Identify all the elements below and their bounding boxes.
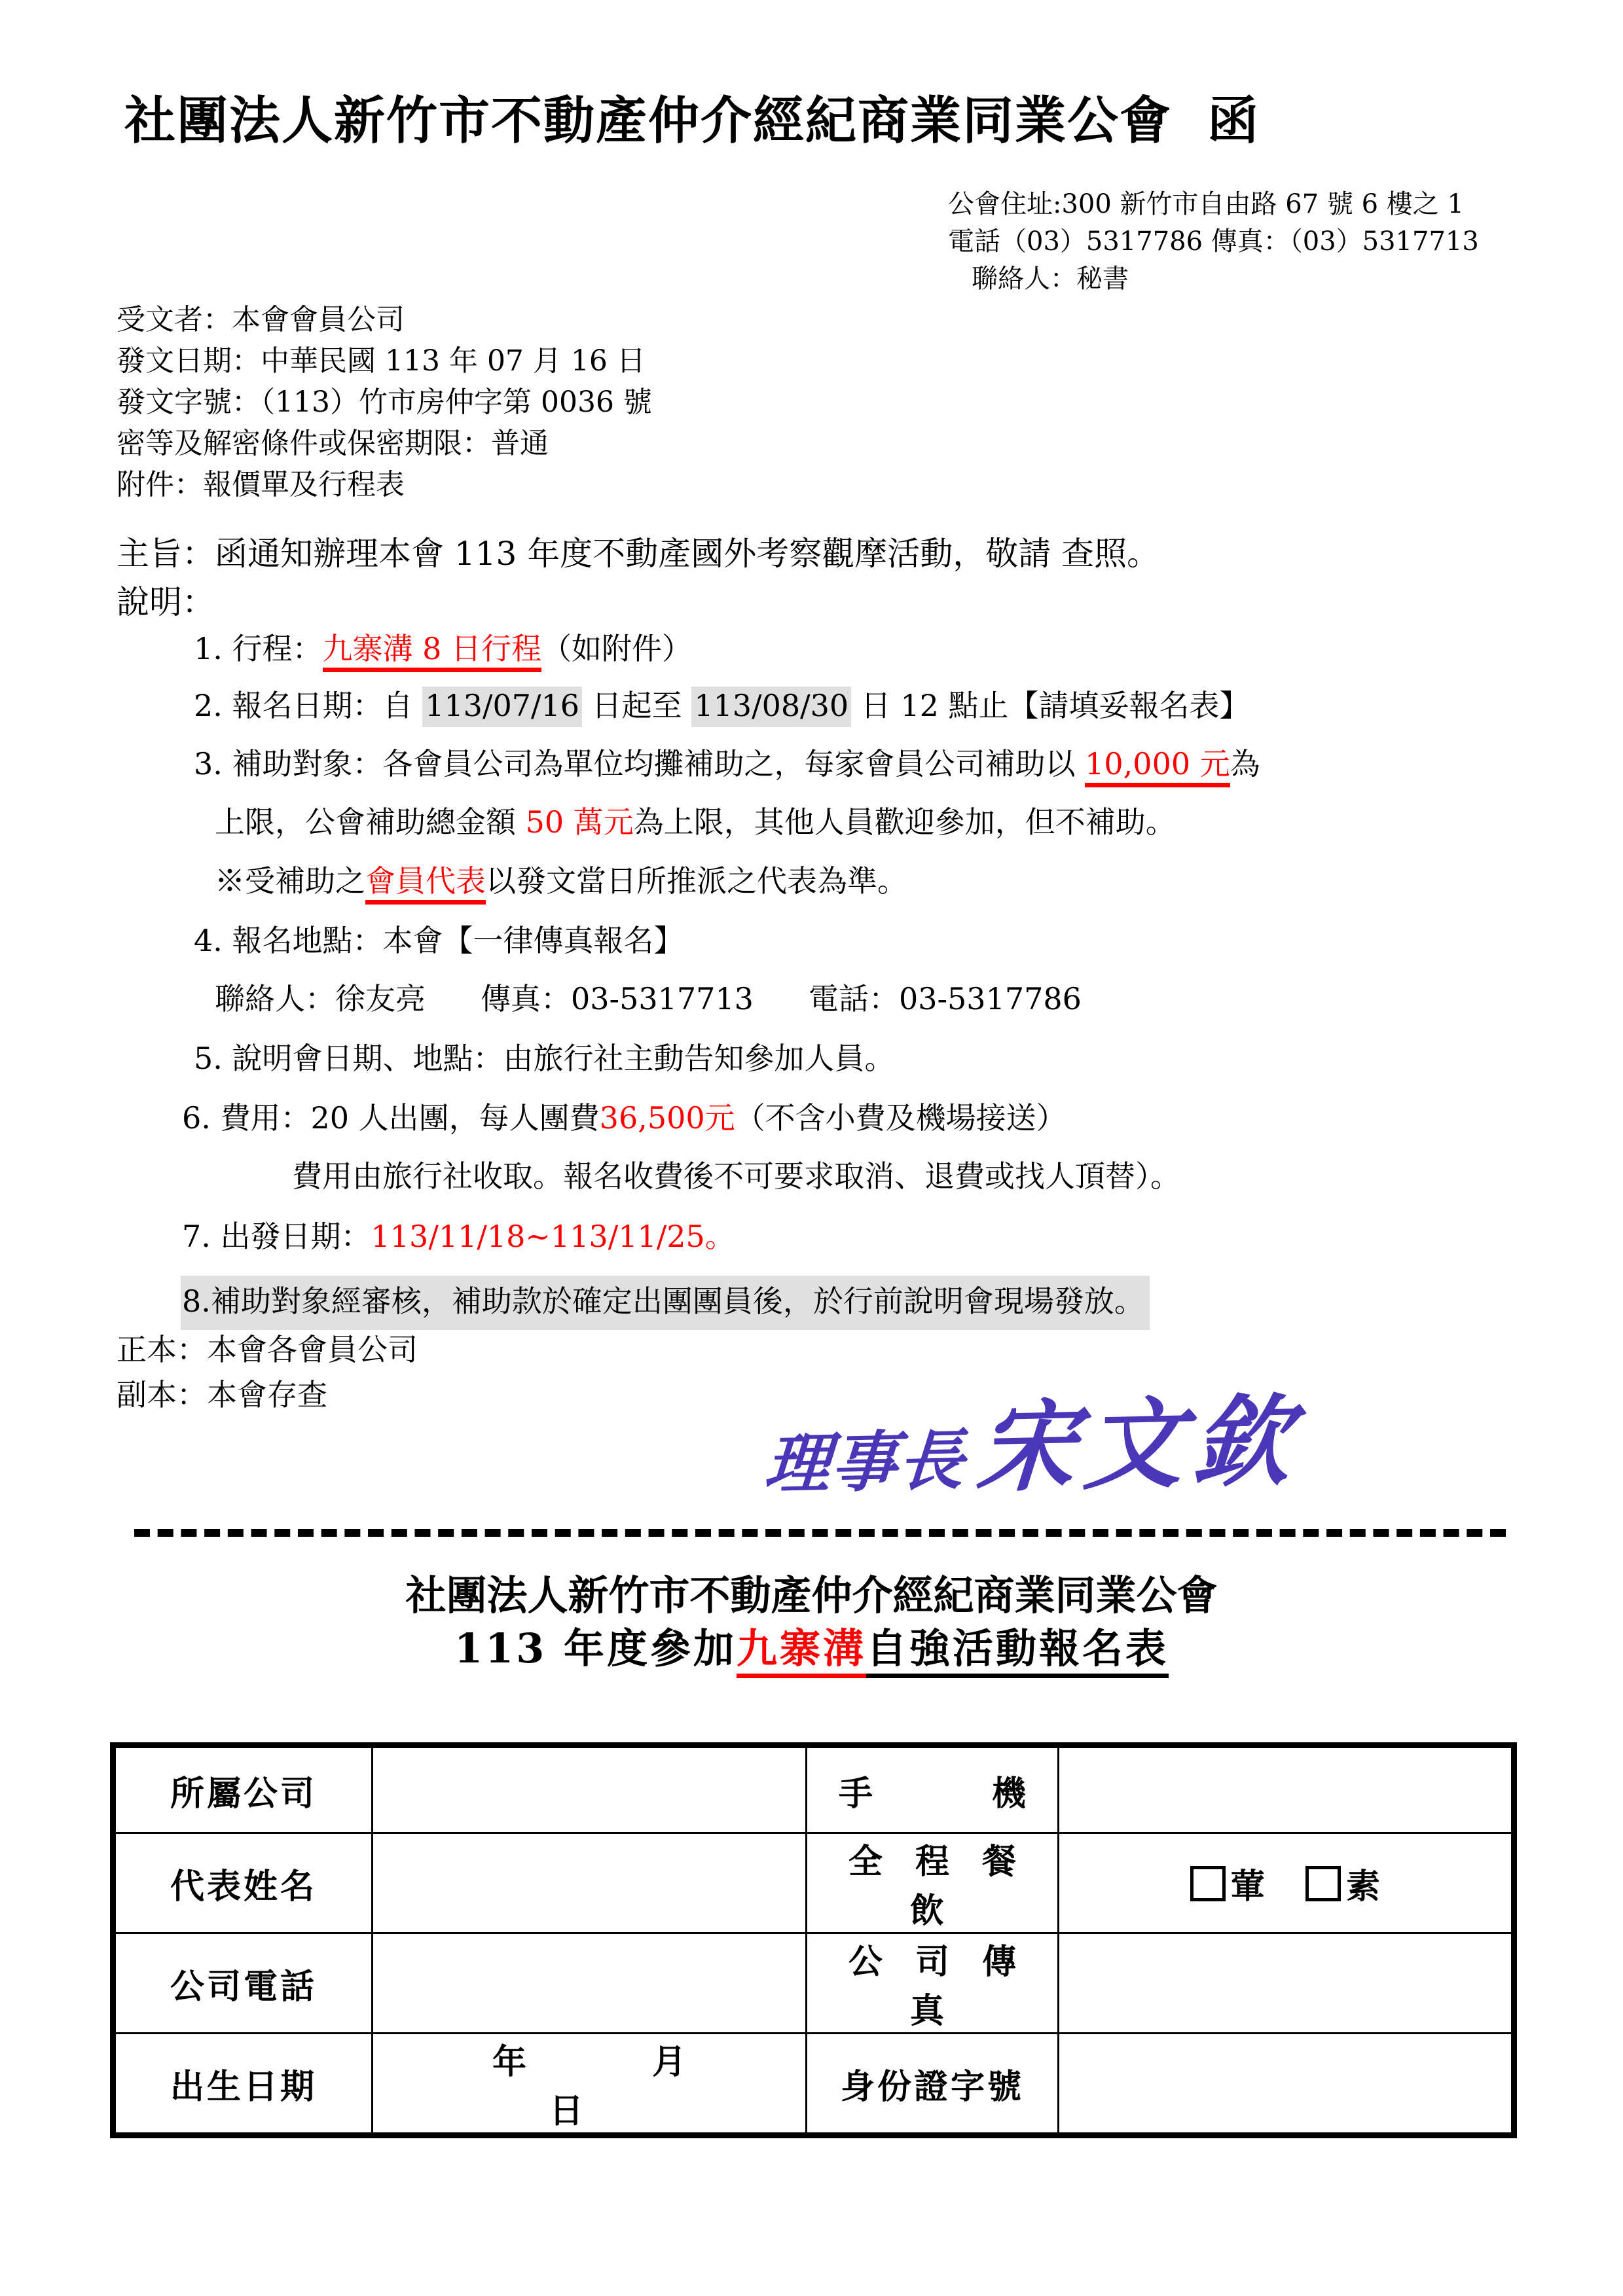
chairman-name: 宋文欽 xyxy=(974,1383,1304,1507)
input-id-number[interactable] xyxy=(1059,2034,1514,2136)
organization-address: 公會住址:300 新竹市自由路 67 號 6 樓之 1 xyxy=(948,189,1464,219)
item-6-line2-text: 費用由旅行社收取。報名收費後不可要求取消、退費或找人頂替）。 xyxy=(292,1158,1180,1194)
item-3-line-3 xyxy=(117,859,1557,903)
item-7 xyxy=(117,1215,1557,1259)
cut-here-divider xyxy=(134,1529,1506,1537)
organization-name: 社團法人新竹市不動產仲介經紀商業同業公會 xyxy=(124,91,1173,151)
item-5-text: 說明會日期、地點：由旅行社主動告知參加人員。 xyxy=(232,1041,895,1077)
form-heading-suffix: 自強活動報名表 xyxy=(866,1624,1169,1678)
item-1-number: 1. xyxy=(194,631,223,666)
meta-confidentiality: 密等及解密條件或保密期限：普通 xyxy=(117,426,549,460)
checkbox-icon[interactable] xyxy=(1190,1866,1226,1901)
item-6-line1-suffix: （不含小費及機場接送） xyxy=(735,1100,1067,1136)
subject-line: 主旨：函通知辦理本會 113 年度不動產國外考察觀摩活動，敬請 查照。 xyxy=(117,535,1160,573)
item-4 xyxy=(117,919,1557,963)
organization-contact-person: 聯絡人：秘書 xyxy=(972,263,1129,294)
item-3-line3-suffix: 以發文當日所推派之代表為準。 xyxy=(486,863,907,899)
item-4-fax: 傳真：03-5317713 xyxy=(481,980,754,1016)
document-kind: 函 xyxy=(1207,91,1260,151)
item-3-number: 3. xyxy=(194,746,223,782)
meta-recipient: 受文者：本會會員公司 xyxy=(117,303,405,336)
label-company: 所屬公司 xyxy=(113,1746,373,1833)
item-2-middle: 日起至 xyxy=(582,688,692,724)
item-7-number: 7. xyxy=(182,1218,211,1254)
meta-document-number: 發文字號：（113）竹市房仲字第 0036 號 xyxy=(117,385,652,419)
item-2 xyxy=(117,684,1557,728)
item-3-line2-suffix: 為上限，其他人員歡迎參加，但不補助。 xyxy=(633,804,1176,840)
chairman-title: 理事長 xyxy=(762,1421,968,1503)
chairman-signature-stamp xyxy=(761,1362,1305,1516)
item-4-telephone: 電話：03-5317786 xyxy=(808,980,1082,1016)
input-representative-name[interactable] xyxy=(373,1833,807,1933)
item-1 xyxy=(117,627,1557,671)
item-2-suffix: 日 12 點止【請填妥報名表】 xyxy=(851,688,1250,724)
form-heading-line-1: 社團法人新竹市不動產仲介經紀商業同業公會 xyxy=(405,1571,1218,1619)
label-company-fax: 公 司 傳 真 xyxy=(807,1933,1059,2034)
item-3-line-1 xyxy=(117,742,1557,786)
table-row xyxy=(113,1746,1514,1833)
item-4-text: 報名地點：本會【一律傳真報名】 xyxy=(232,922,684,958)
label-meal-preference: 全 程 餐 飲 xyxy=(807,1833,1059,1933)
item-1-prefix: 行程： xyxy=(232,631,323,666)
departure-date-range: 113/11/18~113/11/25 xyxy=(371,1218,705,1254)
input-company-phone[interactable] xyxy=(373,1933,807,2034)
registration-form-table xyxy=(110,1742,1517,2138)
meal-option-vegetarian-label: 素 xyxy=(1346,1866,1381,1907)
item-6-number: 6. xyxy=(182,1100,211,1136)
organization-contact-block xyxy=(948,186,1563,297)
item-4-contacts xyxy=(117,977,1557,1021)
meta-attachment: 附件：報價單及行程表 xyxy=(117,467,405,501)
item-6-line-1 xyxy=(117,1096,1557,1140)
item-5 xyxy=(117,1037,1557,1081)
description-label: 說明： xyxy=(117,583,215,621)
item-4-number: 4. xyxy=(194,922,223,958)
description-items xyxy=(117,627,1557,1331)
item-3-line-2 xyxy=(117,800,1557,844)
form-heading-destination: 九寨溝 xyxy=(737,1624,866,1678)
registration-form-heading xyxy=(0,1570,1623,1675)
input-mobile[interactable] xyxy=(1059,1746,1514,1833)
checkbox-group-meat[interactable] xyxy=(1190,1859,1265,1908)
form-heading-prefix: 113 年度參加 xyxy=(454,1624,737,1672)
input-birth-date[interactable]: 年 月 日 xyxy=(373,2034,807,2136)
table-row xyxy=(113,2034,1514,2136)
subsidy-per-company-amount: 10,000 元 xyxy=(1085,746,1230,787)
document-meta-block xyxy=(117,300,652,506)
registration-end-date: 113/08/30 xyxy=(691,687,851,727)
label-id-number: 身份證字號 xyxy=(807,2034,1059,2136)
item-3-line3-prefix: ※受補助之 xyxy=(215,863,365,899)
item-8-highlight-wrapper xyxy=(181,1276,1150,1330)
item-3-line1-prefix: 補助對象：各會員公司為單位均攤補助之，每家會員公司補助以 xyxy=(232,746,1085,782)
table-row xyxy=(113,1833,1514,1933)
subsidy-total-amount: 50 萬元 xyxy=(525,804,634,840)
meta-issue-date: 發文日期：中華民國 113 年 07 月 16 日 xyxy=(117,344,646,378)
input-company-fax[interactable] xyxy=(1059,1933,1514,2034)
label-birth-date: 出生日期 xyxy=(113,2034,373,2136)
item-1-itinerary-highlight: 九寨溝 8 日行程 xyxy=(323,631,542,672)
item-2-prefix: 報名日期：自 xyxy=(232,688,423,724)
item-8-number: 8. xyxy=(182,1283,211,1319)
document-title xyxy=(124,92,1552,151)
item-7-suffix: 。 xyxy=(704,1218,735,1254)
checkbox-group-vegetarian[interactable] xyxy=(1305,1859,1380,1908)
item-8 xyxy=(117,1276,1557,1330)
item-6-line-2 xyxy=(117,1155,1557,1198)
item-6-line1-prefix: 費用：20 人出團，每人團費 xyxy=(220,1100,600,1136)
duplicate-copy-line: 副本：本會存查 xyxy=(117,1377,327,1412)
meal-preference-choices xyxy=(1059,1833,1514,1933)
meal-option-meat-label: 葷 xyxy=(1230,1866,1265,1907)
registration-start-date: 113/07/16 xyxy=(422,687,582,727)
item-7-prefix: 出發日期： xyxy=(220,1218,371,1254)
organization-phone-fax: 電話（03）5317786 傳真：（03）5317713 xyxy=(948,226,1479,257)
item-3-line1-suffix: 為 xyxy=(1230,746,1260,782)
form-heading-line-2 xyxy=(0,1623,1623,1676)
input-company[interactable] xyxy=(373,1746,807,1833)
member-representative-highlight: 會員代表 xyxy=(365,863,486,905)
checkbox-icon[interactable] xyxy=(1305,1866,1341,1901)
original-copy-line: 正本：本會各會員公司 xyxy=(117,1332,418,1367)
item-4-contact-person: 聯絡人：徐友亮 xyxy=(215,980,426,1016)
item-3-line2-prefix: 上限，公會補助總金額 xyxy=(215,804,526,840)
tour-fee-amount: 36,500元 xyxy=(599,1100,735,1136)
item-2-number: 2. xyxy=(194,688,223,724)
label-representative-name: 代表姓名 xyxy=(113,1833,373,1933)
label-mobile: 手 機 xyxy=(807,1746,1059,1833)
item-1-suffix: （如附件） xyxy=(541,631,693,666)
item-5-number: 5. xyxy=(194,1041,223,1077)
label-company-phone: 公司電話 xyxy=(113,1933,373,2034)
item-8-text: 補助對象經審核，補助款於確定出團團員後，於行前說明會現場發放。 xyxy=(210,1283,1144,1319)
distribution-block xyxy=(117,1327,418,1418)
table-row xyxy=(113,1933,1514,2034)
